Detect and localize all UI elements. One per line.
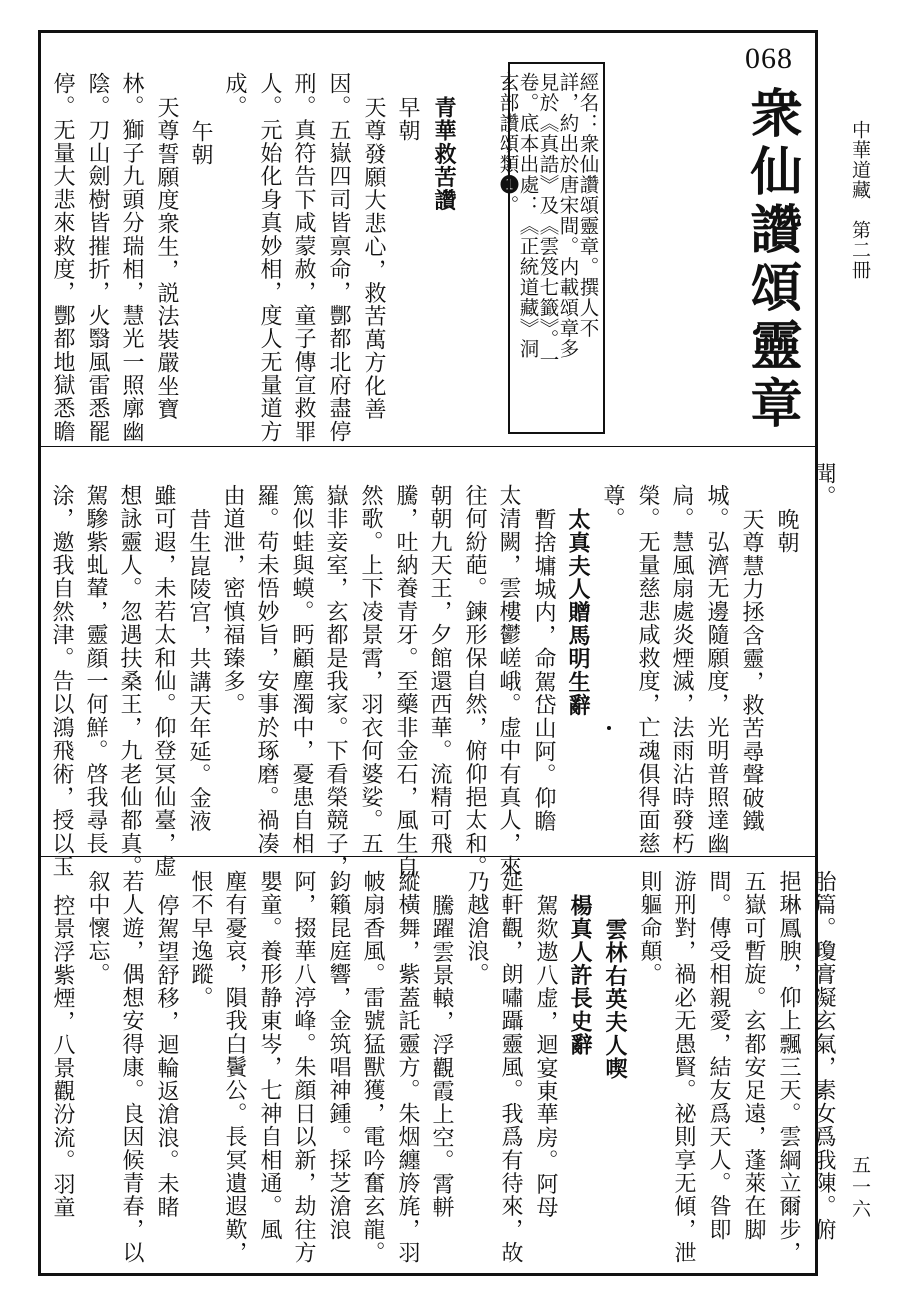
verse-column: 恨不早逸蹤。 bbox=[188, 870, 213, 1010]
verse-column: 羅。苟未悟妙旨，安事於琢磨。禍凑 bbox=[254, 484, 279, 856]
verse-column: 騰，吐納養青牙。至藥非金石，風生自 bbox=[393, 484, 418, 879]
subheading-evening: 晚朝 bbox=[774, 508, 799, 555]
verse-column: 朝朝九天王，夕館還西華。流精可飛 bbox=[427, 484, 452, 856]
verse-column: 駕驂紫虬輦，靈顔一何鮮。啓我尋長 bbox=[83, 484, 108, 856]
verse-column: 因。五嶽四司皆禀命，酆都北府盡停 bbox=[326, 72, 351, 444]
poem-heading: 楊真人許長史辭 bbox=[567, 894, 592, 1057]
entry-number: 068 bbox=[745, 42, 793, 75]
verse-column: 天尊慧力拯含靈，救苦尋聲破鐵 bbox=[739, 508, 764, 833]
verse-column: 雖可遐，未若太和仙。仰登冥仙臺，虚 bbox=[151, 484, 176, 879]
verse-column: 扃。慧風扇處炎煙滅，法雨沾時發朽 bbox=[669, 484, 694, 856]
verse-column: 想詠靈人。忽遇扶桑王，九老仙都真。 bbox=[117, 484, 142, 879]
verse-column: 然歌。上下凌景霄，羽衣何婆娑。五 bbox=[358, 484, 383, 856]
verse-column: 游刑對，禍必无愚賢。祕則享无傾，泄 bbox=[671, 870, 696, 1265]
hymn-heading: 青華救苦讚 bbox=[431, 96, 456, 212]
verse-column: 五嶽可暫旋。玄都安足遠，蓬萊在脚 bbox=[741, 870, 766, 1242]
verse-column: 成。 bbox=[222, 72, 247, 119]
verse-column: 太清闕，雲樓鬱嵯峨。虚中有真人，來 bbox=[496, 484, 521, 879]
verse-column: 乃越滄浪。 bbox=[464, 870, 489, 986]
verse-column: 帔扇香風。雷號猛獸獲，電吟奮玄龍。 bbox=[360, 870, 385, 1265]
verse-column: 人。元始化身真妙相，度人无量道方 bbox=[257, 72, 282, 444]
verse-column: 嶽非妾室，玄都是我家。下看榮競子， bbox=[323, 484, 348, 879]
note-line: 經名：衆仙讚頌靈章。撰人不 bbox=[576, 72, 600, 339]
entry-title: 衆仙讚頌靈章 bbox=[741, 86, 801, 434]
running-header: 中華道藏 第二冊 bbox=[849, 120, 871, 280]
verse-column: 天尊誓願度衆生，説法裝嚴坐寶 bbox=[154, 96, 179, 421]
verse-column: 陰。刀山劍樹皆摧折，火翳風雷悉罷 bbox=[85, 72, 110, 444]
ink-dot bbox=[607, 726, 611, 730]
verse-column: 叙中懷忘。 bbox=[85, 870, 110, 986]
verse-column: 駕欻遨八虚，迴宴東華房。阿母 bbox=[533, 894, 558, 1219]
verse-column: 阿，掇華八渟峰。朱顔日以新，劫往方 bbox=[291, 870, 316, 1265]
poem-heading: 太真夫人贈馬明生辭 bbox=[565, 508, 590, 717]
verse-column: 胎篇。瓊膏凝玄氣，素女爲我陳。俯 bbox=[811, 870, 836, 1242]
verse-column: 聞。 bbox=[811, 462, 836, 509]
verse-column: 停。无量大悲來救度，酆都地獄悉瞻 bbox=[50, 72, 75, 444]
verse-column: 延軒觀，朗嘯躡靈風。我爲有待來，故 bbox=[498, 870, 523, 1265]
verse-column: 林。獅子九頭分瑞相，慧光一照廓幽 bbox=[119, 72, 144, 444]
subheading-noon: 午朝 bbox=[188, 120, 213, 167]
verse-column: 榮。无量慈悲咸救度，亡魂俱得面慈 bbox=[635, 484, 660, 856]
verse-column: 騰躍雲景轅，浮觀霞上空。霄軿 bbox=[429, 894, 454, 1219]
note-line: 玄部讚頌類❶。 bbox=[496, 72, 520, 216]
verse-column: 停駕望舒移，迴輪返滄浪。未睹 bbox=[154, 894, 179, 1219]
verse-column: 若人遊，偶想安得康。良因候青春，以 bbox=[119, 870, 144, 1265]
subheading-morning: 早朝 bbox=[395, 96, 420, 143]
verse-column: 間。傳受相親愛，結友爲天人。昝即 bbox=[706, 870, 731, 1242]
verse-column: 則軀命顛。 bbox=[637, 870, 662, 986]
verse-column: 嬰童。養形静東岑，七神自相通。風 bbox=[257, 870, 282, 1242]
section-divider-top bbox=[38, 446, 818, 447]
verse-column: 挹琳鳳腴，仰上飄三天。雲綱立爾步， bbox=[776, 870, 801, 1265]
verse-column: 昔生崑陵宫，共講天年延。金液 bbox=[186, 508, 211, 833]
verse-column: 鈞籟昆庭響，金筑唱神鍾。採芝滄浪 bbox=[326, 870, 351, 1242]
page-number: 五一六 bbox=[849, 1155, 871, 1221]
note-line: 卷。底本出處：《正統道藏》洞 bbox=[516, 72, 540, 359]
poem-heading: 雲林右英夫人喫 bbox=[602, 918, 627, 1081]
verse-column: 尊。 bbox=[600, 484, 625, 531]
verse-column: 暫捨墉城内，命駕岱山阿。仰瞻 bbox=[531, 508, 556, 833]
verse-column: 往何紛葩。鍊形保自然，俯仰挹太和。 bbox=[462, 484, 487, 879]
verse-column: 控景浮紫煙，八景觀汾流。羽童 bbox=[50, 894, 75, 1219]
verse-column: 刑。真符告下咸蒙赦，童子傳宣救罪 bbox=[291, 72, 316, 444]
verse-column: 塵有憂哀，隕我白鬢公。長冥遺遐歎， bbox=[222, 870, 247, 1265]
verse-column: 篤似蛙與蟆。眄顧塵濁中，憂患自相 bbox=[289, 484, 314, 856]
note-line: 詳，約出於唐宋間。内載頌章多 bbox=[556, 72, 580, 359]
verse-column: 涂，邀我自然津。告以鴻飛術，授以玉 bbox=[49, 484, 74, 879]
verse-column: 城。弘濟无邊隨願度，光明普照達幽 bbox=[704, 484, 729, 856]
note-line: 見於《真誥》及《雲笈七籤》。一 bbox=[536, 72, 560, 370]
verse-column: 由道泄，密慎福臻多。 bbox=[220, 484, 245, 716]
verse-column: 天尊發願大悲心，救苦萬方化善 bbox=[361, 96, 386, 421]
verse-column: 縱橫舞，紫蓋託靈方。朱烟纏旍旄，羽 bbox=[395, 870, 420, 1265]
